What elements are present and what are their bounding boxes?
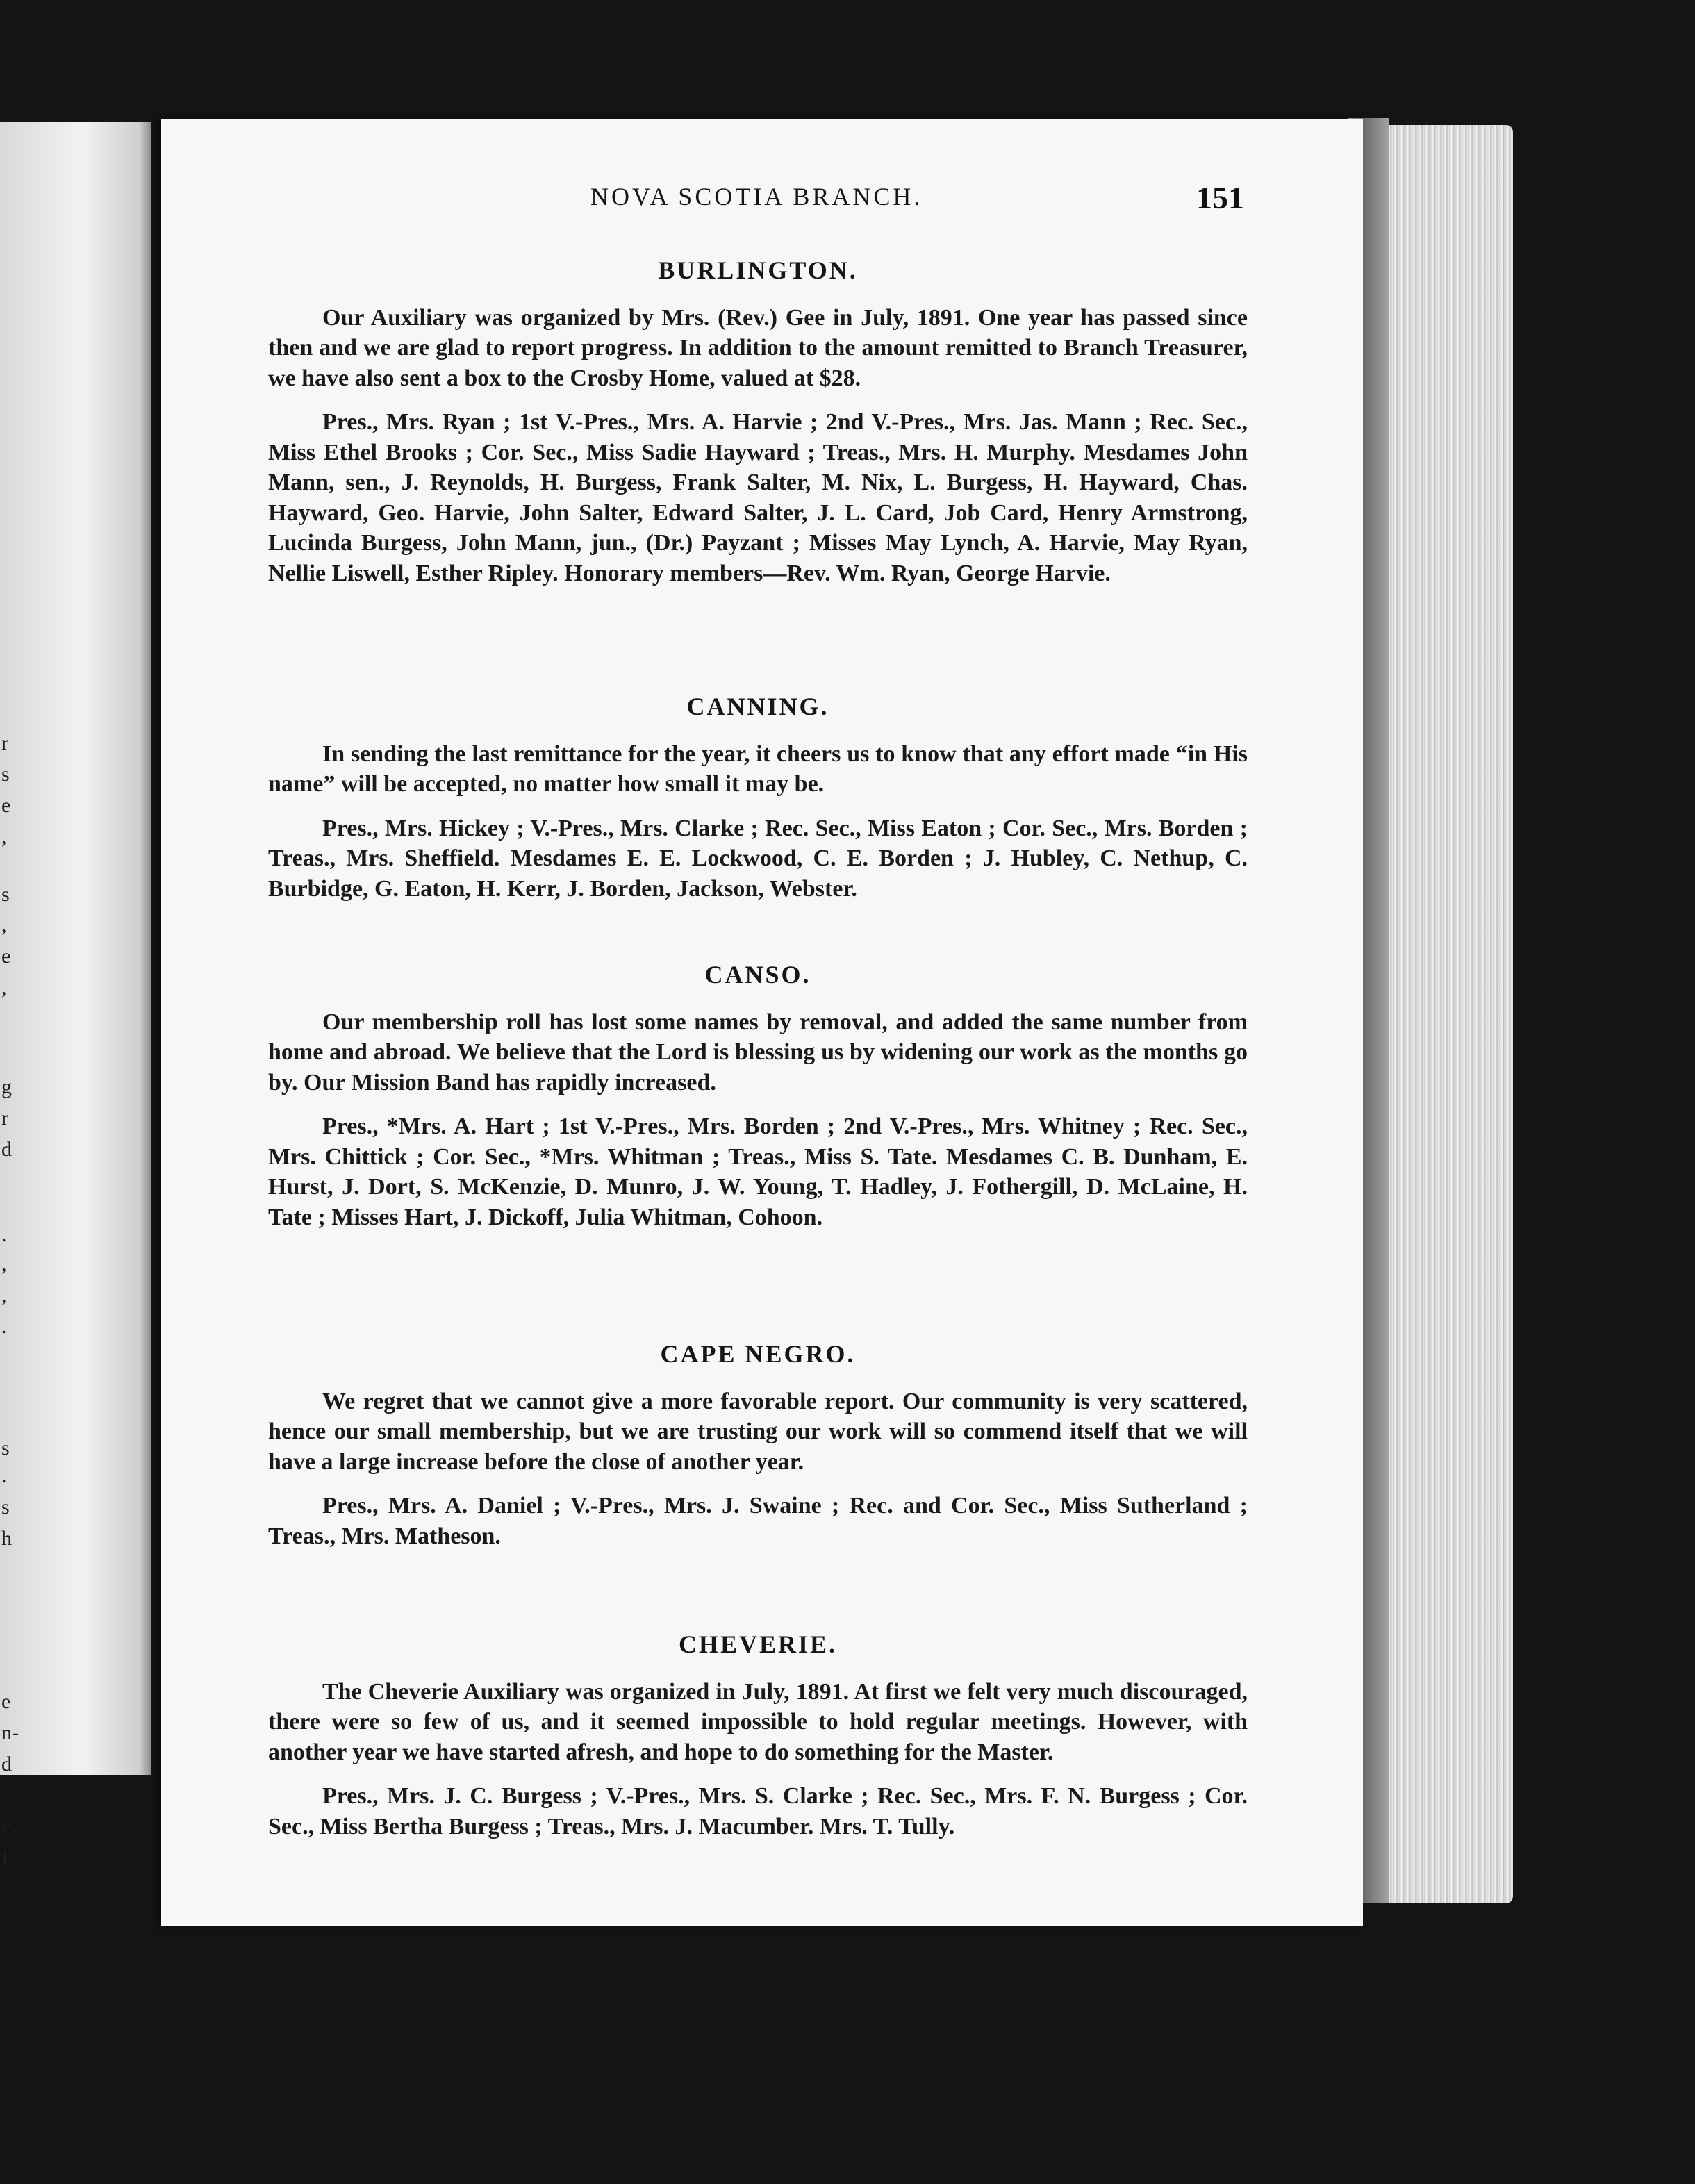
left-page-fragment: s [1, 883, 10, 906]
left-page-fragment: I. [1, 1846, 14, 1869]
left-page-fragment: n- [1, 1721, 19, 1744]
officers-paragraph: Pres., *Mrs. A. Hart ; 1st V.-Pres., Mrs. Borden ; 2nd V.-Pres., Mrs. Whitney ; Rec. Sec., Mrs. Chittick ; Cor. Sec., *Mrs. Whitman ; Treas., Miss S. Tate. Mesdames C. B. Dunham, E. Hurst, J. Dort, S. McKenzie, D. Munro, J. W. Young, T. Hadley, J. Fothergill, D. McLaine, H. Tate ; Misses Hart, J. Dickoff, Julia Whitman, Cohoon. [268, 1114, 1248, 1230]
left-page-fragment: s [1, 1437, 10, 1459]
section-title: CHEVERIE. [678, 1630, 838, 1658]
left-page-fragment: h [1, 1527, 12, 1550]
left-page-edge [0, 122, 151, 1869]
left-page-fragment: , [1, 976, 7, 999]
section-cape-negro [268, 1339, 1248, 1551]
page-number: 151 [1196, 180, 1244, 215]
officers-paragraph: Pres., Mrs. Hickey ; V.-Pres., Mrs. Clarke ; Rec. Sec., Miss Eaton ; Cor. Sec., Mrs. Borden ; Treas., Mrs. Sheffield. Mesdames E. E. Lockwood, C. E. Borden ; J. Hubley, C. Nethup, C. Burbidge, G. Eaton, H. Kerr, J. Borden, Jackson, Webster. [268, 815, 1248, 902]
left-page-fragment: e [1, 945, 11, 968]
left-page-fragment: e [1, 1690, 11, 1713]
left-page-fragment: d [1, 1753, 12, 1776]
section-canso [268, 960, 1248, 1232]
section-title: CANNING. [686, 693, 829, 720]
left-page-fragment: . [1, 1223, 7, 1246]
left-page-fragment: d [1, 1138, 12, 1161]
left-page-fragment: . [1, 1315, 7, 1338]
officers-paragraph: Pres., Mrs. J. C. Burgess ; V.-Pres., Mrs. S. Clarke ; Rec. Sec., Mrs. F. N. Burgess ; Cor. Sec., Miss Bertha Burgess ; Treas., Mrs. J. Macumber. Mrs. T. Tully. [268, 1783, 1248, 1839]
section-title: CANSO. [704, 961, 811, 988]
section-burlington [268, 256, 1248, 588]
left-page-fragment: g [1, 1075, 12, 1098]
section-cheverie [268, 1630, 1248, 1842]
officers-paragraph: Pres., Mrs. A. Daniel ; V.-Pres., Mrs. J. Swaine ; Rec. and Cor. Sec., Miss Sutherland ; Treas., Mrs. Matheson. [268, 1493, 1248, 1549]
report-paragraph: Our Auxiliary was organized by Mrs. (Rev.) Gee in July, 1891. One year has passed since then and we are glad to report progress. In addition to the amount remitted to Branch Treasurer, we have also sent a box to the Crosby Home, valued at $28. [268, 304, 1248, 391]
left-page-fragment: e [1, 794, 11, 817]
report-paragraph: The Cheverie Auxiliary was organized in July, 1891. At first we felt very much discouraged, there were so few of us, and it seemed impossible to hold regular meetings. However, with another year we have started afresh, and hope to do something for the Master. [268, 1678, 1248, 1765]
left-page-fragment: r [1, 731, 8, 754]
section-title: CAPE NEGRO. [660, 1340, 856, 1368]
report-paragraph: We regret that we cannot give a more favorable report. Our community is very scattered, hence our small membership, but we are trusting our work will so commend itself that we will have a large increase before the close of another year. [268, 1388, 1248, 1475]
left-page-fragment: s [1, 1496, 10, 1519]
left-page-fragment: c. [1, 1815, 16, 1838]
left-page-fragment: s [1, 763, 10, 786]
left-page-fragment: . [1, 1464, 7, 1487]
left-page-fragment: , [1, 1284, 7, 1307]
officers-paragraph: Pres., Mrs. Ryan ; 1st V.-Pres., Mrs. A. Harvie ; 2nd V.-Pres., Mrs. Jas. Mann ; Rec. Sec., Miss Ethel Brooks ; Cor. Sec., Miss Sadie Hayward ; Treas., Mrs. H. Murphy. Mesdames John Mann, sen., J. Reynolds, H. Burgess, Frank Salter, M. Nix, L. Burgess, H. Hayward, Chas. Hayward, Geo. Harvie, John Salter, Edward Salter, J. L. Card, Job Card, Henry Armstrong, Lucinda Burgess, John Mann, jun., (Dr.) Payzant ; Misses May Lynch, A. Harvie, May Ryan, Nellie Liswell, Esther Ripley. Honorary members—Rev. Wm. Ryan, George Harvie. [268, 409, 1248, 586]
section-title: BURLINGTON. [658, 256, 858, 284]
report-paragraph: Our membership roll has lost some names by removal, and added the same number from home and abroad. We believe that the Lord is blessing us by widening our work as the months go by. Our Mission Band has rapidly increased. [268, 1009, 1248, 1095]
left-page-fragment: , [1, 913, 7, 936]
left-page-fragment: r [1, 1107, 8, 1130]
report-paragraph: In sending the last remittance for the year, it cheers us to know that any effort made “in His name” will be accepted, no matter how small it may be. [268, 741, 1248, 797]
left-page-fragment: , [1, 825, 7, 848]
left-page-fragment: , [1, 1252, 7, 1275]
running-head: NOVA SCOTIA BRANCH. [590, 183, 923, 210]
section-canning [268, 692, 1248, 904]
